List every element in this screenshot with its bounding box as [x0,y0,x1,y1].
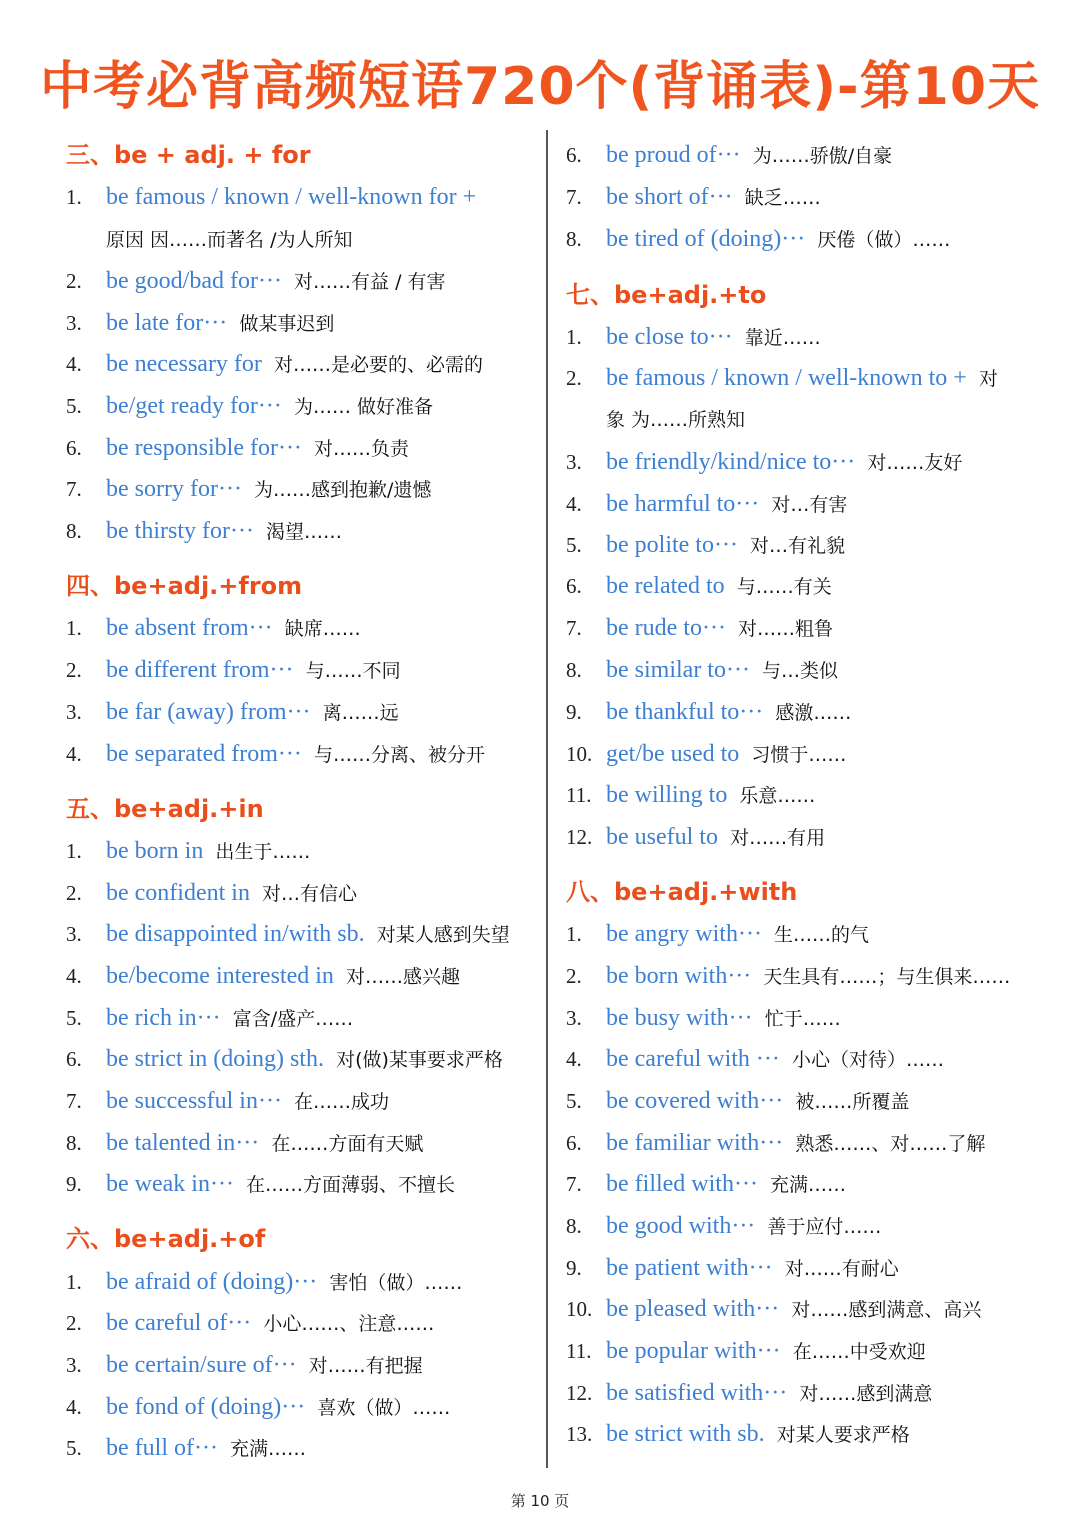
chinese-meaning: 天生具有……；与生俱来…… [763,966,1011,988]
english-phrase: be sorry for··· [106,476,242,502]
item-number: 6. [66,1047,82,1071]
phrase-item [66,1040,503,1078]
item-number: 11. [566,1339,592,1363]
chinese-meaning: 对……粗鲁 [738,618,834,640]
item-number: 5. [66,394,82,418]
phrase-item [66,1304,434,1342]
english-phrase: be useful to [606,824,718,850]
phrase-item [66,429,409,467]
chinese-meaning: 喜欢（做）…… [317,1397,451,1419]
section-heading: 八、be+adj.+with [566,878,798,906]
item-number: 2. [566,964,582,988]
item-number: 5. [66,1006,82,1030]
phrase-item [566,1082,909,1120]
english-phrase: be talented in··· [106,1130,260,1156]
chinese-meaning: 对某人感到失望 [376,924,510,946]
english-phrase: be different from··· [106,657,294,683]
phrase-item [66,1165,455,1203]
phrase-item [66,1124,423,1162]
column-divider [546,130,548,1468]
item-number: 6. [566,143,582,167]
phrase-item [566,567,832,605]
item-number: 7. [566,185,582,209]
chinese-meaning: 缺乏…… [744,187,821,209]
chinese-meaning: 与…类似 [762,660,839,682]
item-number: 9. [66,1172,82,1196]
english-phrase: be polite to··· [606,532,738,558]
section-heading: 三、be + adj. + for [66,141,311,169]
chinese-meaning: 与……分离、被分开 [313,744,485,766]
english-phrase: be confident in [106,880,250,906]
phrase-item [566,485,847,523]
page-number: 第 10 页 [510,1492,570,1510]
chinese-meaning: 乐意…… [739,785,816,807]
phrase-item [66,832,310,870]
english-phrase: be filled with··· [606,1171,758,1197]
item-number: 4. [66,964,82,988]
chinese-meaning: 对……有益 / 有害 [294,271,446,293]
phrase-item [566,915,869,953]
phrase-item [66,1263,462,1301]
phrase-item [566,609,833,647]
chinese-meaning: 熟悉……、对……了解 [795,1133,986,1155]
english-phrase: be good/bad for··· [106,268,282,294]
item-number: 12. [566,1381,593,1405]
english-phrase: be satisfied with··· [606,1380,788,1406]
item-number: 8. [66,1131,82,1155]
english-phrase: be famous / known / well-known for + [106,184,477,210]
item-number: 2. [66,658,82,682]
chinese-meaning: 渴望…… [266,521,343,543]
chinese-meaning: 习惯于…… [751,744,847,766]
english-phrase: be covered with··· [606,1088,784,1114]
item-number: 3. [566,1006,582,1030]
english-phrase: be/become interested in [106,963,334,989]
phrase-item [66,1082,389,1120]
english-phrase: be/get ready for··· [106,393,282,419]
english-phrase: be afraid of (doing)··· [106,1269,318,1295]
chinese-meaning: 生……的气 [774,924,870,946]
item-number: 6. [566,574,582,598]
item-number: 1. [66,1270,82,1294]
item-number: 3. [66,700,82,724]
item-number: 2. [66,881,82,905]
english-phrase: be strict with sb. [606,1421,765,1447]
item-number: 8. [566,227,582,251]
item-number: 5. [566,1089,582,1113]
phrase-item [566,651,838,689]
item-number: 12. [566,825,593,849]
chinese-meaning: 对……感到满意 [799,1383,933,1405]
item-number: 9. [566,1256,582,1280]
phrase-item [566,1165,846,1203]
english-phrase: be proud of··· [606,142,741,168]
item-number: 1. [66,839,82,863]
chinese-meaning: 对 [978,368,998,390]
english-phrase: be strict in (doing) sth. [106,1046,324,1072]
phrase-item [566,443,962,481]
phrase-item [66,874,357,912]
phrase-item [66,345,483,383]
section-heading: 四、be+adj.+from [66,572,303,600]
english-phrase: be angry with··· [606,921,762,947]
chinese-meaning: 离……远 [322,702,399,724]
english-phrase: be careful of··· [106,1310,252,1336]
phrase-item [66,1429,306,1467]
phrase-item [66,512,342,550]
item-number: 2. [66,1311,82,1335]
chinese-meaning: 为…… 做好准备 [294,396,434,418]
english-phrase: be tired of (doing)··· [606,226,806,252]
chinese-meaning: 出生于…… [215,841,311,863]
phrase-item [66,651,401,689]
phrase-item [566,1207,881,1245]
phrase-item [566,1374,932,1412]
english-phrase: be full of··· [106,1435,218,1461]
item-number: 2. [566,366,582,390]
english-phrase: be thankful to··· [606,699,764,725]
english-phrase: be familiar with··· [606,1130,784,1156]
english-phrase: be absent from··· [106,615,273,641]
english-phrase: be rich in··· [106,1005,221,1031]
chinese-meaning: 对……有用 [730,827,826,849]
chinese-meaning: 富含/盛产…… [232,1008,354,1030]
english-phrase: be certain/sure of··· [106,1352,297,1378]
phrase-item [66,262,446,300]
phrase-item [66,304,334,342]
chinese-meaning: 善于应付…… [767,1216,882,1238]
chinese-meaning: 对……有把握 [308,1355,423,1377]
item-number: 3. [566,450,582,474]
chinese-meaning: 对(做)某事要求严格 [336,1049,503,1071]
item-number: 8. [566,1214,582,1238]
item-number: 7. [66,477,82,501]
item-number: 7. [566,616,582,640]
english-phrase: be patient with··· [606,1255,773,1281]
phrase-item [66,735,485,773]
item-number: 3. [66,922,82,946]
english-phrase: be born in [106,838,204,864]
item-number: 8. [66,519,82,543]
phrase-item [566,220,950,258]
phrase-item [566,526,845,564]
chinese-meaning: 在……方面有天赋 [271,1133,424,1155]
item-number: 10. [566,1297,593,1321]
item-number: 8. [566,658,582,682]
english-phrase: be busy with··· [606,1005,753,1031]
english-phrase: be friendly/kind/nice to··· [606,449,856,475]
chinese-meaning: 对……友好 [867,452,963,474]
chinese-meaning: 做某事迟到 [239,313,335,335]
section-heading: 七、be+adj.+to [566,281,767,309]
english-phrase: be disappointed in/with sb. [106,921,365,947]
item-number: 1. [566,325,582,349]
english-phrase: be willing to [606,782,728,808]
item-number: 4. [66,742,82,766]
item-number: 11. [566,783,592,807]
phrase-item [566,1415,910,1453]
phrase-item [66,1388,450,1426]
section-heading: 五、be+adj.+in [66,795,264,823]
item-number: 7. [566,1172,582,1196]
item-number: 6. [66,436,82,460]
chinese-meaning: 在……成功 [294,1091,390,1113]
phrase-item [566,1249,899,1287]
chinese-meaning: 对…有害 [771,494,848,516]
item-number: 1. [66,616,82,640]
phrase-item [566,1332,926,1370]
phrase-item [66,609,361,647]
chinese-meaning: 对……是必要的、必需的 [274,354,484,376]
phrase-meaning-continued: 原因 因……而著名 /为人所知 [106,229,353,251]
chinese-meaning: 缺席…… [284,618,361,640]
item-number: 6. [566,1131,582,1155]
phrase-item [66,178,476,216]
chinese-meaning: 害怕（做）…… [329,1272,463,1294]
phrase-item [66,470,431,508]
chinese-meaning: 靠近…… [744,327,821,349]
section-heading: 六、be+adj.+of [66,1225,266,1253]
chinese-meaning: 为……感到抱歉/遗憾 [254,479,432,501]
chinese-meaning: 对……感到满意、高兴 [791,1299,982,1321]
phrase-item [566,693,851,731]
phrase-item [566,735,846,773]
chinese-meaning: 充满…… [230,1438,307,1460]
english-phrase: be far (away) from··· [106,699,311,725]
phrase-item [566,1040,944,1078]
english-phrase: be thirsty for··· [106,518,254,544]
phrase-item [566,957,1010,995]
item-number: 9. [566,700,582,724]
chinese-meaning: 感激…… [775,702,852,724]
chinese-meaning: 被……所覆盖 [795,1091,910,1113]
english-phrase: be pleased with··· [606,1296,780,1322]
item-number: 7. [66,1089,82,1113]
phrase-item [566,1290,981,1328]
item-number: 3. [66,1353,82,1377]
phrase-item [66,957,460,995]
english-phrase: be good with··· [606,1213,756,1239]
item-number: 4. [66,1395,82,1419]
english-phrase: be popular with··· [606,1338,781,1364]
phrase-item [66,387,433,425]
chinese-meaning: 充满…… [770,1174,847,1196]
english-phrase: be fond of (doing)··· [106,1394,306,1420]
phrase-meaning-continued: 象 为……所熟知 [606,409,746,431]
english-phrase: be weak in··· [106,1171,234,1197]
english-phrase: be responsible for··· [106,435,302,461]
english-phrase: be harmful to··· [606,491,760,517]
chinese-meaning: 对某人要求严格 [776,1424,910,1446]
item-number: 3. [66,311,82,335]
page-title: 中考必背高频短语720个(背诵表)-第10天 [39,57,1041,117]
english-phrase: be short of··· [606,184,733,210]
english-phrase: be rude to··· [606,615,726,641]
phrase-item [66,693,399,731]
english-phrase: be necessary for [106,351,262,377]
chinese-meaning: 对…有礼貌 [750,535,846,557]
item-number: 4. [66,352,82,376]
phrase-item [66,999,353,1037]
english-phrase: be born with··· [606,963,752,989]
item-number: 10. [566,742,593,766]
phrase-item [566,776,815,814]
english-phrase: be related to [606,573,725,599]
item-number: 5. [66,1436,82,1460]
chinese-meaning: 小心……、注意…… [263,1313,435,1335]
english-phrase: be separated from··· [106,741,302,767]
phrase-item [66,915,510,953]
item-number: 5. [566,533,582,557]
chinese-meaning: 为……骄傲/自豪 [752,145,893,167]
chinese-meaning: 对…有信心 [262,883,358,905]
chinese-meaning: 与……不同 [305,660,401,682]
chinese-meaning: 忙于…… [764,1008,841,1030]
chinese-meaning: 对……负责 [314,438,410,460]
english-phrase: be late for··· [106,310,228,336]
item-number: 1. [566,922,582,946]
phrase-item [566,818,825,856]
phrase-item [566,178,821,216]
chinese-meaning: 小心（对待）…… [792,1049,945,1071]
english-phrase: get/be used to [606,741,740,767]
item-number: 4. [566,492,582,516]
chinese-meaning: 与……有关 [736,576,832,598]
chinese-meaning: 在……中受欢迎 [792,1341,926,1363]
chinese-meaning: 对……感兴趣 [346,966,461,988]
chinese-meaning: 厌倦（做）…… [817,229,951,251]
phrase-item [566,359,998,397]
phrase-item [566,318,821,356]
english-phrase: be close to··· [606,324,733,350]
item-number: 1. [66,185,82,209]
chinese-meaning: 对……有耐心 [784,1258,899,1280]
chinese-meaning: 在……方面薄弱、不擅长 [246,1174,456,1196]
phrase-item [66,1346,423,1384]
english-phrase: be famous / known / well-known to + [606,365,967,391]
phrase-item [566,1124,985,1162]
phrase-item [566,136,892,174]
english-phrase: be successful in··· [106,1088,282,1114]
item-number: 4. [566,1047,582,1071]
phrase-item [566,999,841,1037]
english-phrase: be careful with ··· [606,1046,780,1072]
english-phrase: be similar to··· [606,657,750,683]
item-number: 13. [566,1422,593,1446]
item-number: 2. [66,269,82,293]
